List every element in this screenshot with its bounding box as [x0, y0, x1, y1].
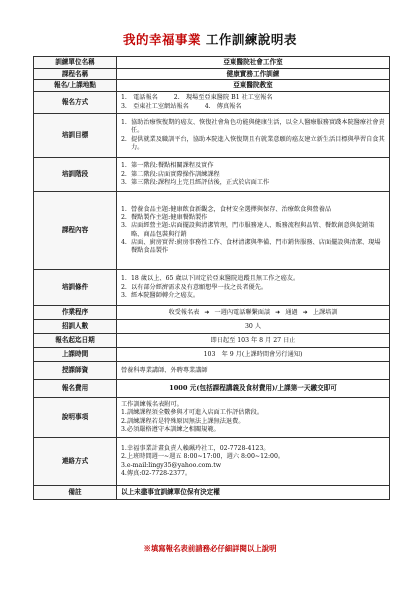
- notice-line: 工作訓練報名表附可。: [121, 401, 183, 409]
- row-quota: [34, 320, 390, 334]
- arrow-icon: ➜: [204, 308, 210, 316]
- value-goal: [117, 114, 390, 158]
- method-item: 1. 電話報名: [121, 94, 158, 102]
- condition-text: 經本院醫師轉介之癌友。: [131, 291, 200, 299]
- condition-num: 3.: [121, 291, 127, 299]
- contact-line: 4.傳真:02-7728-2377。: [121, 469, 192, 477]
- method-item: 2. 現場至亞東醫院 B1 社工室報名: [173, 94, 273, 102]
- value-fee: 1000 元(包括課程講義及食材費用)/上課第一天繳交即可: [117, 380, 390, 398]
- condition-text: 以有部分經濟需求及有意願想學一技之長者優先。: [131, 283, 268, 291]
- content-text: 店面、廚房實習:廚房事務性工作、食材清潔與準備、門市銷售服務、店面擺設與清潔、現場餐點食品製作: [131, 238, 381, 254]
- method-item: 4. 傳真報名: [204, 102, 242, 110]
- row-fee: [34, 380, 390, 398]
- condition-text: 18 歲以上、65 歲以下固定於亞東醫院追蹤且無工作之癌友。: [131, 275, 300, 283]
- notice-line: 3.必須嚴格遵守本訓練之相關規範。: [121, 425, 220, 433]
- value-procedure: [117, 306, 390, 320]
- label-content: 課程內容: [34, 192, 117, 270]
- procedure-step: 上課培訓: [312, 308, 338, 316]
- content-num: 1.: [121, 206, 127, 214]
- training-info-table: [33, 56, 390, 500]
- row-course: [34, 68, 390, 80]
- label-teacher: 授課師資: [34, 362, 117, 380]
- label-method: 報名方式: [34, 92, 117, 114]
- stage-text: 第一階段:餐點相關課程及實作: [131, 162, 214, 170]
- stage-num: 2.: [121, 170, 127, 178]
- method-item: 3. 亞東社工室網站報名: [121, 102, 189, 110]
- notice-line: 2.訓練課程若是特殊原因無法上課無法退費。: [121, 417, 245, 425]
- row-procedure: [34, 306, 390, 320]
- contact-line: 1.幸福事業計畫負責人賴珮玲社工，02-7728-4123。: [121, 445, 270, 453]
- value-place: 亞東醫院教室: [117, 80, 390, 92]
- goal-text: 協助治療恢復期的癌友、恢復社會角色功能與健康生活，以全人醫療服務實踐本院醫療社會責任。: [131, 119, 385, 135]
- contact-line: 2.上班時間週一~週五 8:00~17:00，週六 8:00~12:00。: [121, 453, 285, 461]
- label-quota: 招訓人數: [34, 320, 117, 334]
- goal-num: 1.: [121, 119, 127, 127]
- procedure-step: 一週內電話聯繫面談: [214, 308, 271, 316]
- contact-line: 3.e-mail:lingy35@yahoo.com.tw: [121, 461, 221, 469]
- value-class-time: 103 年 9 月(上課時間會另行通知): [117, 348, 390, 362]
- content-text: 餐點製作主題:健康餐點製作: [131, 214, 208, 222]
- footer-note: ※填寫報名表前請務必仔細詳閱以上說明: [143, 544, 277, 553]
- value-notice: [117, 398, 390, 438]
- label-place: 報名/上課地點: [34, 80, 117, 92]
- label-course: 課程名稱: [34, 68, 117, 80]
- label-procedure: 作業程序: [34, 306, 117, 320]
- row-unit: [34, 57, 390, 69]
- content-text: 營養食品主題:健康飲食新觀念，食材安全選擇與保存、治療飲食與營養品: [131, 206, 332, 214]
- label-unit: 訓練單位名稱: [34, 57, 117, 69]
- value-quota: 30 人: [117, 320, 390, 334]
- arrow-icon: ➜: [275, 308, 281, 316]
- value-unit: 亞東醫院社會工作室: [117, 57, 390, 69]
- stage-num: 1.: [121, 162, 127, 170]
- label-remark: 備註: [34, 486, 117, 500]
- row-date: [34, 334, 390, 348]
- row-contact: [34, 438, 390, 486]
- stage-num: 3.: [121, 178, 127, 186]
- stage-text: 第二階段:店面實際操作訓練課程: [131, 170, 220, 178]
- row-remark: [34, 486, 390, 500]
- content-text: 店面經營主題:店面擺設與清潔管理，門市服務達人、販務流程與品管、餐飲創意與促銷策略、商品包裝與行銷: [131, 222, 375, 238]
- label-notice: 說明事項: [34, 398, 117, 438]
- row-place: [34, 80, 390, 92]
- procedure-step: 通過: [285, 308, 298, 316]
- value-method: [117, 92, 390, 114]
- notice-line: 1.訓練課程須全數參與才可進入店面工作評估階段。: [121, 409, 264, 417]
- title-highlight: 我的幸福事業: [123, 32, 202, 47]
- value-date: 即日起至 103 年 8 月 27 日止: [117, 334, 390, 348]
- content-num: 2.: [121, 214, 127, 222]
- page-title: [0, 30, 420, 48]
- label-contact: 連絡方式: [34, 438, 117, 486]
- label-class-time: 上課時間: [34, 348, 117, 362]
- title-main: 工作訓練說明表: [205, 32, 297, 47]
- value-stage: [117, 158, 390, 192]
- stage-text: 第三階段:課程均上完且經評估後，正式於店面工作: [131, 178, 270, 186]
- condition-num: 1.: [121, 275, 127, 283]
- row-notice: [34, 398, 390, 438]
- row-method: [34, 92, 390, 114]
- value-teacher: 營養科專業講師、外聘專業講師: [117, 362, 390, 380]
- label-goal: 培訓目標: [34, 114, 117, 158]
- row-content: [34, 192, 390, 270]
- arrow-icon: ➜: [302, 308, 308, 316]
- row-condition: [34, 270, 390, 306]
- content-num: 4.: [121, 238, 127, 246]
- procedure-step: 收受報名表: [168, 308, 200, 316]
- goal-text: 提供就業及職訓平台，協助本院進入恢復期且有就業意願的癌友建立新生活目標與學習自食其力。: [131, 135, 385, 151]
- label-date: 報名起迄日期: [34, 334, 117, 348]
- condition-num: 2.: [121, 283, 127, 291]
- content-num: 3.: [121, 222, 127, 230]
- value-condition: [117, 270, 390, 306]
- row-stage: [34, 158, 390, 192]
- row-goal: [34, 114, 390, 158]
- label-fee: 報名費用: [34, 380, 117, 398]
- row-class-time: [34, 348, 390, 362]
- row-teacher: [34, 362, 390, 380]
- value-remark: 以上未盡事宜訓練單位保有決定權: [117, 486, 390, 500]
- goal-num: 2.: [121, 135, 127, 143]
- value-course: 健康實務工作訓練: [117, 68, 390, 80]
- label-condition: 培訓條件: [34, 270, 117, 306]
- value-content: [117, 192, 390, 270]
- label-stage: 培訓階段: [34, 158, 117, 192]
- value-contact: [117, 438, 390, 486]
